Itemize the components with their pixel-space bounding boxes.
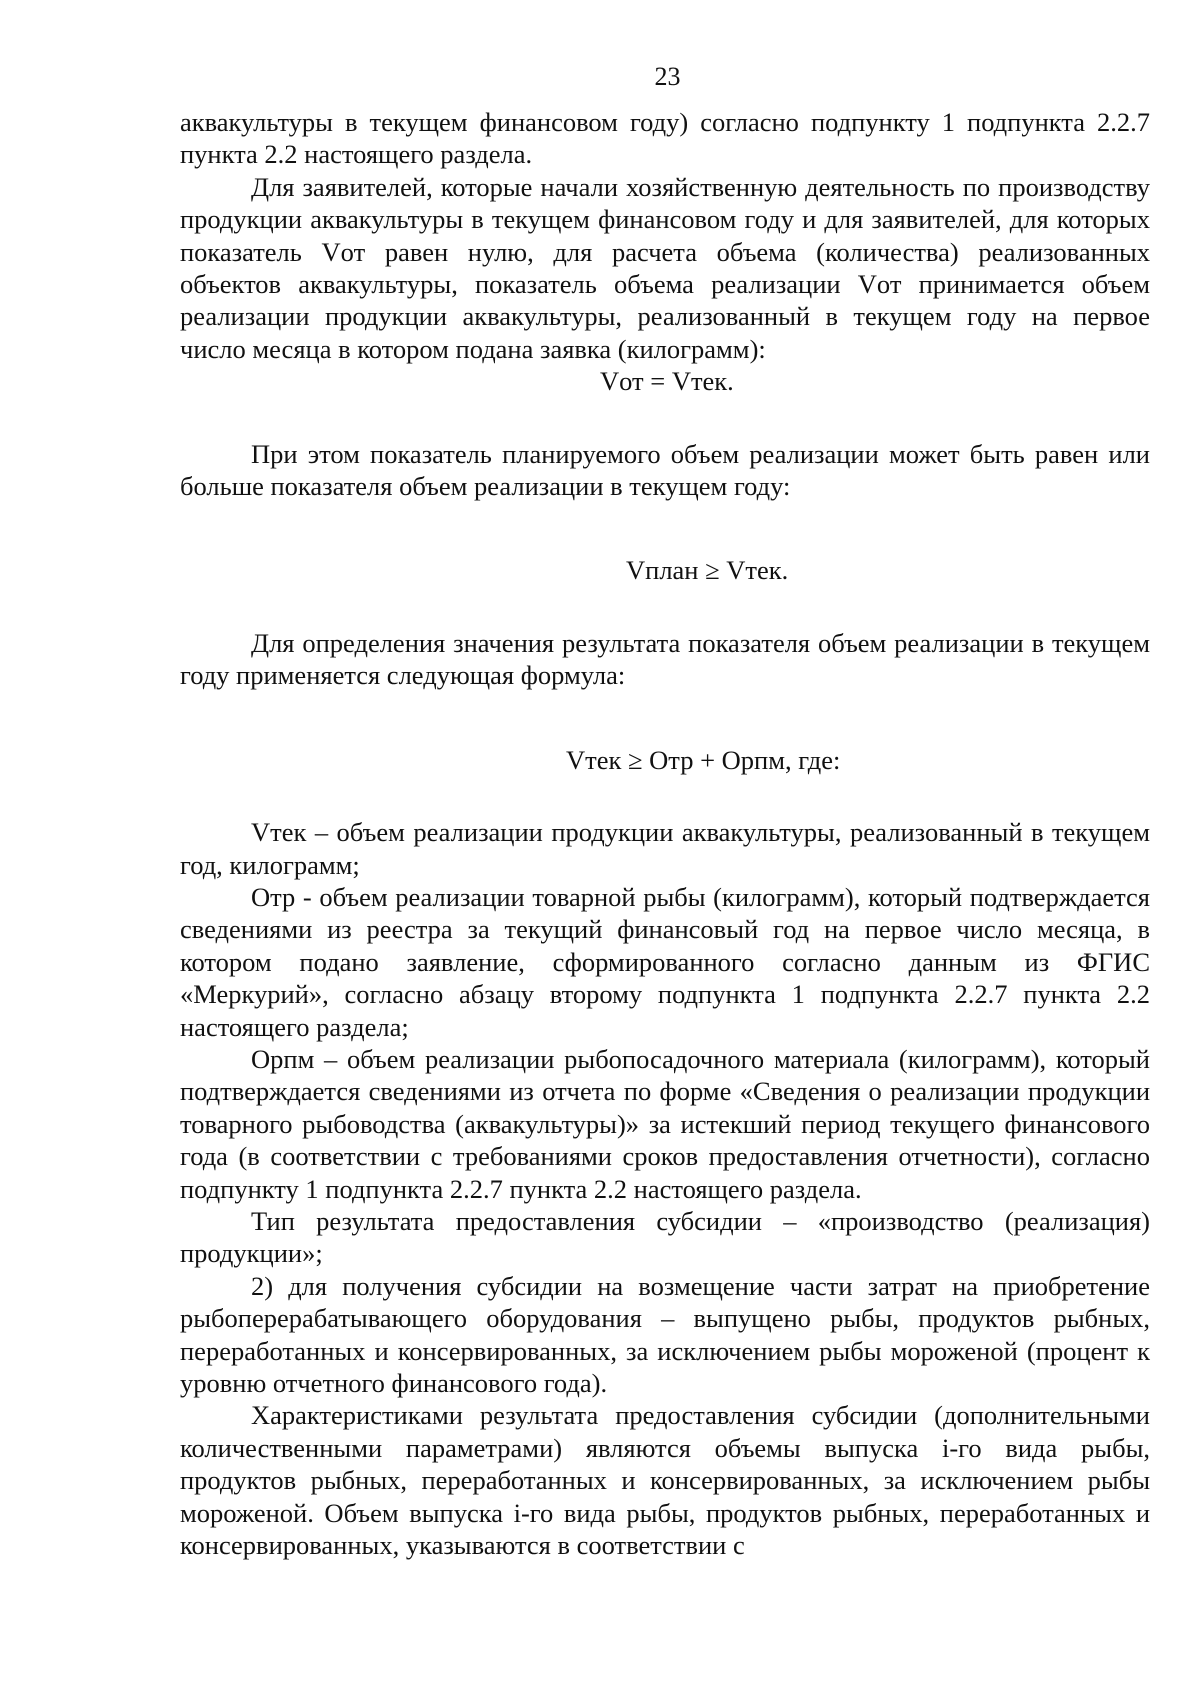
spacer — [180, 502, 1150, 554]
spacer — [180, 692, 1150, 744]
formula-vot-equals-vtek: Vот = Vтек. — [600, 366, 734, 397]
paragraph-characteristics: Характеристиками результата предоставления субсидии (дополнительными количественными параметрами) являются объемы выпуска i-го вида рыбы, продуктов рыбных, переработанных и консервированных, за исключением рыбы мороженой. Объем выпуска i-го вида рыбы, продуктов рыбных, переработанных и консервированных, указываются в соответствии с — [180, 1400, 1150, 1561]
paragraph-continuation: аквакультуры в текущем финансовом году) согласно подпункту 1 подпункта 2.2.7 пункта 2.2 настоящего раздела. — [180, 107, 1150, 170]
paragraph-result-definition: Для определения значения результата показателя объем реализации в текущем году применяется следующая формула: — [180, 627, 1150, 691]
spacer — [180, 776, 1150, 816]
document-body — [180, 106, 1150, 1561]
spacer — [180, 587, 1150, 627]
paragraph-result-type: Тип результата предоставления субсидии – «производство (реализация) продукции»; — [180, 1205, 1150, 1269]
formula-vtek-sum: Vтек ≥ Oтр + Oрпм, где: — [566, 744, 841, 775]
page-number: 23 — [654, 62, 681, 91]
paragraph-planned-volume: При этом показатель планируемого объем реализации может быть равен или больше показателя объем реализации в текущем году: — [180, 438, 1150, 502]
paragraph-item-2: 2) для получения субсидии на возмещение части затрат на приобретение рыбоперерабатывающего оборудования – выпущено рыбы, продуктов рыбных, переработанных и консервированных, за исключением рыбы мороженой (процент к уровню отчетного финансового года). — [180, 1270, 1150, 1398]
formula-vplan-ge-vtek: Vплан ≥ Vтек. — [626, 555, 789, 586]
paragraph-new-applicants: Для заявителей, которые начали хозяйственную деятельность по производству продукции аквакультуры в текущем финансовом году и для заявителей, для которых показатель Vот равен нулю, для расчета объема (количества) реализованных объектов аквакультуры, показатель объема реализации Vот принимается объем реализации продукции аквакультуры, реализованный в текущем году на первое число месяца в котором подана заявка (килограмм): — [180, 171, 1150, 364]
definition-otr: Oтр - объем реализации товарной рыбы (килограмм), который подтверждается сведениями из реестра за текущий финансовый год на первое число месяца, в котором подано заявление, сформированного согласно данным из ФГИС «Меркурий», согласно абзацу второму подпункта 1 подпункта 2.2.7 пункта 2.2 настоящего раздела; — [180, 881, 1150, 1042]
spacer — [180, 398, 1150, 438]
definition-orpm: Oрпм – объем реализации рыбопосадочного материала (килограмм), который подтверждается сведениями из отчета по форме «Сведения о реализации продукции товарного рыбоводства (аквакультуры)» за истекший период текущего финансового года (в соответствии с требованиями сроков предоставления отчетности), согласно подпункту 1 подпункта 2.2.7 пункта 2.2 настоящего раздела. — [180, 1043, 1150, 1204]
definition-vtek: Vтек – объем реализации продукции аквакультуры, реализованный в текущем год, килограмм; — [180, 817, 1150, 880]
